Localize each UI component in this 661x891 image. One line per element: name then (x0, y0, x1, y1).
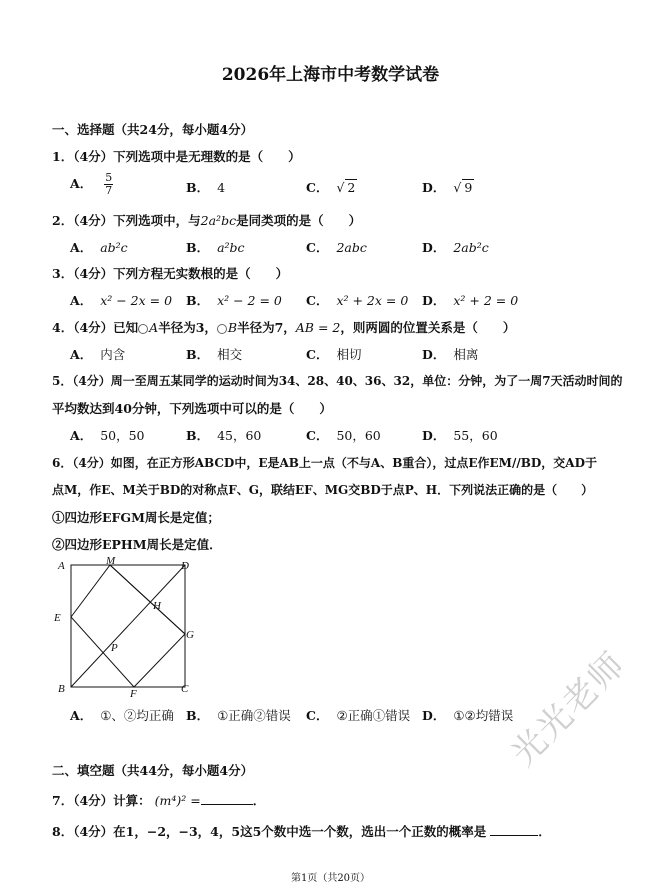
fraction: $\frac{5}{7}$ (105, 171, 113, 197)
q1-option-d (422, 178, 474, 196)
segment-mg (110, 565, 185, 634)
q5-option-c: C． 50，60 (306, 428, 381, 443)
circle-symbol-icon (217, 324, 227, 334)
q6-option-b: B． ①正确②错误 (186, 708, 291, 723)
q1-option-b (186, 178, 225, 196)
sqrt-sign-icon: √ (336, 180, 345, 195)
q3-option-c: C． x² + 2x = 0 (306, 293, 409, 308)
question-8-stem: 8．（4分）在1，−2，−3，4，5这5个数中选一个数，选出一个正数的概率是 ． (52, 824, 551, 839)
label-c: C (181, 683, 189, 695)
q1-option-a (70, 172, 113, 197)
label-a: A (58, 560, 65, 572)
q5-option-d: D． 55，60 (422, 428, 498, 443)
option-label: C． (306, 180, 329, 195)
diagonal-bd (71, 565, 185, 687)
q5-option-b: B． 45，60 (186, 428, 262, 443)
answer-blank (201, 794, 253, 805)
question-1-stem: 1．（4分）下列选项中是无理数的是（ ） (52, 149, 301, 164)
radicand: 9 (464, 180, 473, 195)
page-title: 2026年上海市中考数学试卷 (221, 65, 440, 85)
q6-option-a: A． ①、②均正确 (70, 708, 174, 723)
q3-option-d: D． x² + 2 = 0 (422, 293, 519, 308)
q3-option-b: B． x² − 2 = 0 (186, 293, 282, 308)
sqrt-sign-icon: √ (453, 180, 462, 195)
q4-option-a: A． 内含 (70, 347, 126, 362)
q5-option-a: A． 50，50 (70, 428, 145, 443)
page-footer: 第1页（共20页） (290, 873, 371, 884)
circle-symbol-icon (138, 324, 148, 334)
q3-option-a: A． x² − 2x = 0 (70, 293, 173, 308)
question-5-line2: 平均数达到40分钟，下列选项中可以的是（ ） (52, 401, 332, 416)
option-label: D． (422, 180, 446, 195)
question-6-statement-1: ①四边形EFGM周长是定值； (52, 510, 220, 525)
q2-option-c: C． 2abc (306, 240, 367, 255)
question-4-stem: 4．（4分）已知 A半径为3， B半径为7，AB = 2，则两圆的位置关系是（ ） (52, 320, 516, 335)
section-heading-choice: 一、选择题（共24分，每小题4分） (52, 122, 254, 137)
q2-option-a: A． ab²c (70, 240, 128, 255)
math-expression: 2a²bc (200, 213, 237, 228)
answer-blank (490, 825, 538, 836)
q2-option-b: B． a²bc (186, 240, 245, 255)
q4-option-d: D． 相离 (422, 347, 479, 362)
question-6-statement-2: ②四边形EPHM周长是定值． (52, 537, 222, 552)
q4-option-c: C． 相切 (306, 347, 362, 362)
question-7-stem: 7．（4分）计算： (m⁴)² = ． (52, 793, 266, 808)
question-6-line2: 点M，作E、M关于BD的对称点F、G，联结EF、MG交BD于点P、H．下列说法正确的是（ ） (52, 483, 594, 497)
label-h: H (153, 600, 161, 612)
label-m: M (106, 555, 116, 567)
radicand: 2 (347, 180, 356, 195)
question-5-line1: 5．（4分）周一至周五某同学的运动时间为34、28、40、36、32，单位：分钟，为了一周7天活动时间的 (52, 374, 623, 388)
q2-option-d: D． 2ab²c (422, 240, 489, 255)
option-label: A． (70, 176, 93, 191)
question-6-line1: 6．（4分）如图，在正方形ABCD中，E是AB上一点（不与A、B重合），过点E作EM//BD，交AD于 (52, 456, 597, 470)
q6-option-c: C． ②正确①错误 (306, 708, 411, 723)
label-e: E (54, 612, 61, 624)
question-2-stem: 2．（4分）下列选项中，与2a²bc是同类项的是（ ） (52, 213, 362, 228)
section-heading-fill: 二、填空题（共44分，每小题4分） (52, 763, 254, 778)
option-label: B． (186, 180, 210, 195)
label-d: D (181, 560, 189, 572)
q1-option-c (306, 178, 357, 196)
q6-option-d: D． ①②均错误 (422, 708, 514, 723)
label-b: B (58, 683, 65, 695)
question-3-stem: 3．（4分）下列方程无实数根的是（ ） (52, 266, 289, 281)
watermark: 光光老师 (503, 643, 634, 774)
label-g: G (186, 629, 194, 641)
square-geometry-figure (50, 555, 210, 700)
q4-option-b: B． 相交 (186, 347, 243, 362)
label-p: P (111, 642, 118, 654)
label-f: F (130, 688, 137, 700)
option-text: 4 (217, 180, 226, 195)
math-expression: (m⁴)² = (154, 793, 201, 808)
